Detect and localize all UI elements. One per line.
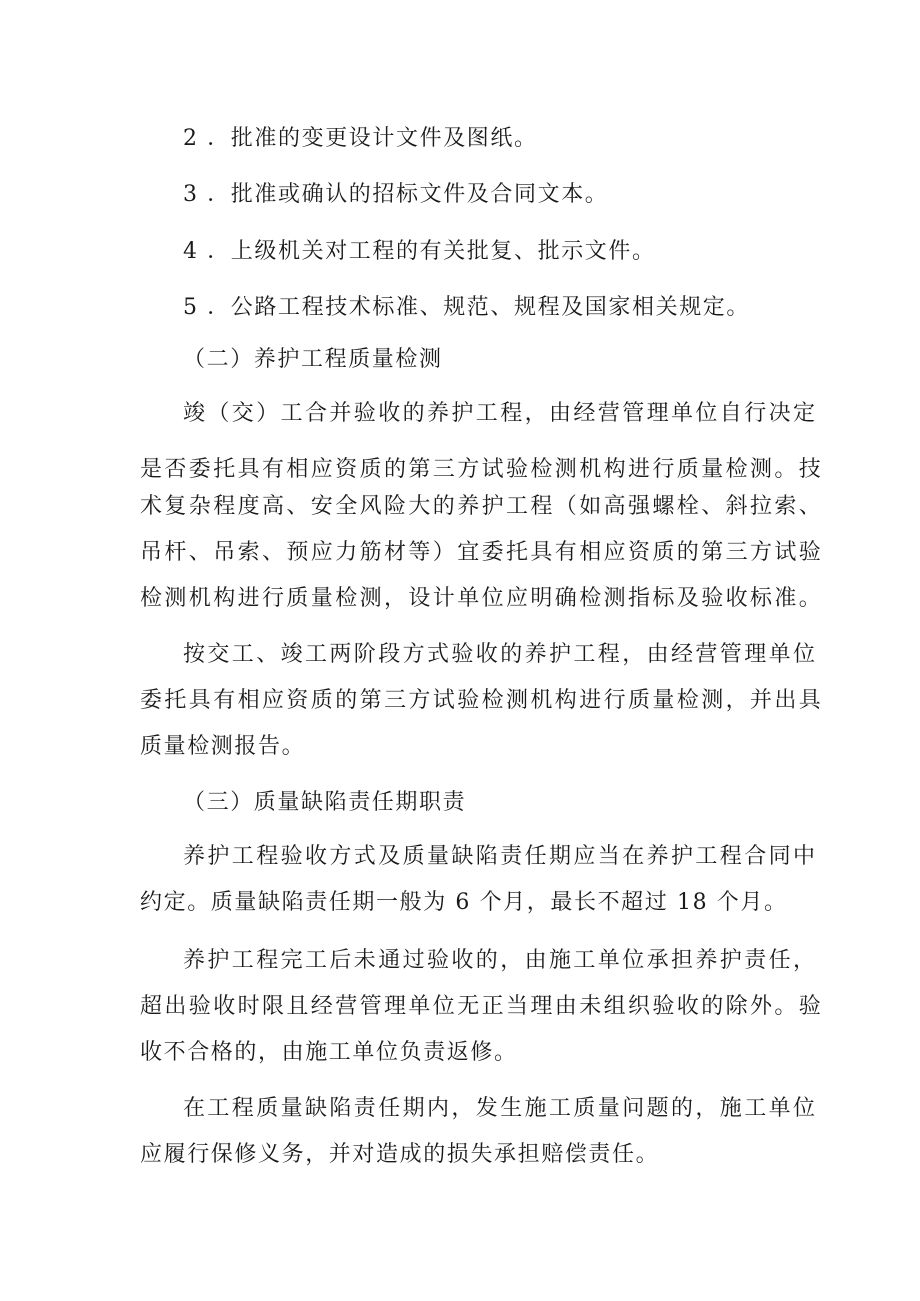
list-item-4: 4 ．上级机关对工程的有关批复、批示文件。	[183, 239, 656, 264]
paragraph-1-line-5: 检测机构进行质量检测，设计单位应明确检测指标及验收标准。	[140, 586, 824, 611]
paragraph-2-line-2: 委托具有相应资质的第三方试验检测机构进行质量检测，并出具	[140, 688, 824, 713]
list-item-3: 3 ．批准或确认的招标文件及合同文本。	[183, 182, 609, 207]
section-heading-2: （二）养护工程质量检测	[183, 347, 443, 372]
paragraph-1-line-4: 吊杆、吊索、预应力筋材等）宜委托具有相应资质的第三方试验	[140, 540, 824, 565]
paragraph-1-line-3: 术复杂程度高、安全风险大的养护工程（如高强螺栓、斜拉索、	[140, 494, 824, 519]
paragraph-4-line-1: 养护工程完工后未通过验收的，由施工单位承担养护责任，	[183, 948, 818, 973]
section-heading-3: （三）质量缺陷责任期职责	[183, 790, 467, 815]
paragraph-4-line-2: 超出验收时限且经营管理单位无正当理由未组织验收的除外。验	[140, 994, 824, 1019]
list-item-2: 2 ．批准的变更设计文件及图纸。	[183, 126, 538, 151]
paragraph-4-line-3: 收不合格的，由施工单位负责返修。	[140, 1040, 518, 1065]
paragraph-3-line-2: 约定。质量缺陷责任期一般为 6 个月，最长不超过 18 个月。	[140, 890, 788, 915]
paragraph-2-line-1: 按交工、竣工两阶段方式验收的养护工程，由经营管理单位	[183, 642, 818, 667]
paragraph-5-line-1: 在工程质量缺陷责任期内，发生施工质量问题的，施工单位	[183, 1096, 818, 1121]
paragraph-5-line-2: 应履行保修义务，并对造成的损失承担赔偿责任。	[140, 1142, 660, 1167]
paragraph-1-line-2: 是否委托具有相应资质的第三方试验检测机构进行质量检测。技	[140, 457, 824, 482]
paragraph-1-line-1: 竣（交）工合并验收的养护工程，由经营管理单位自行决定	[183, 401, 818, 426]
paragraph-3-line-1: 养护工程验收方式及质量缺陷责任期应当在养护工程合同中	[183, 844, 818, 869]
list-item-5: 5 ．公路工程技术标准、规范、规程及国家相关规定。	[183, 295, 750, 320]
paragraph-2-line-3: 质量检测报告。	[140, 734, 306, 759]
